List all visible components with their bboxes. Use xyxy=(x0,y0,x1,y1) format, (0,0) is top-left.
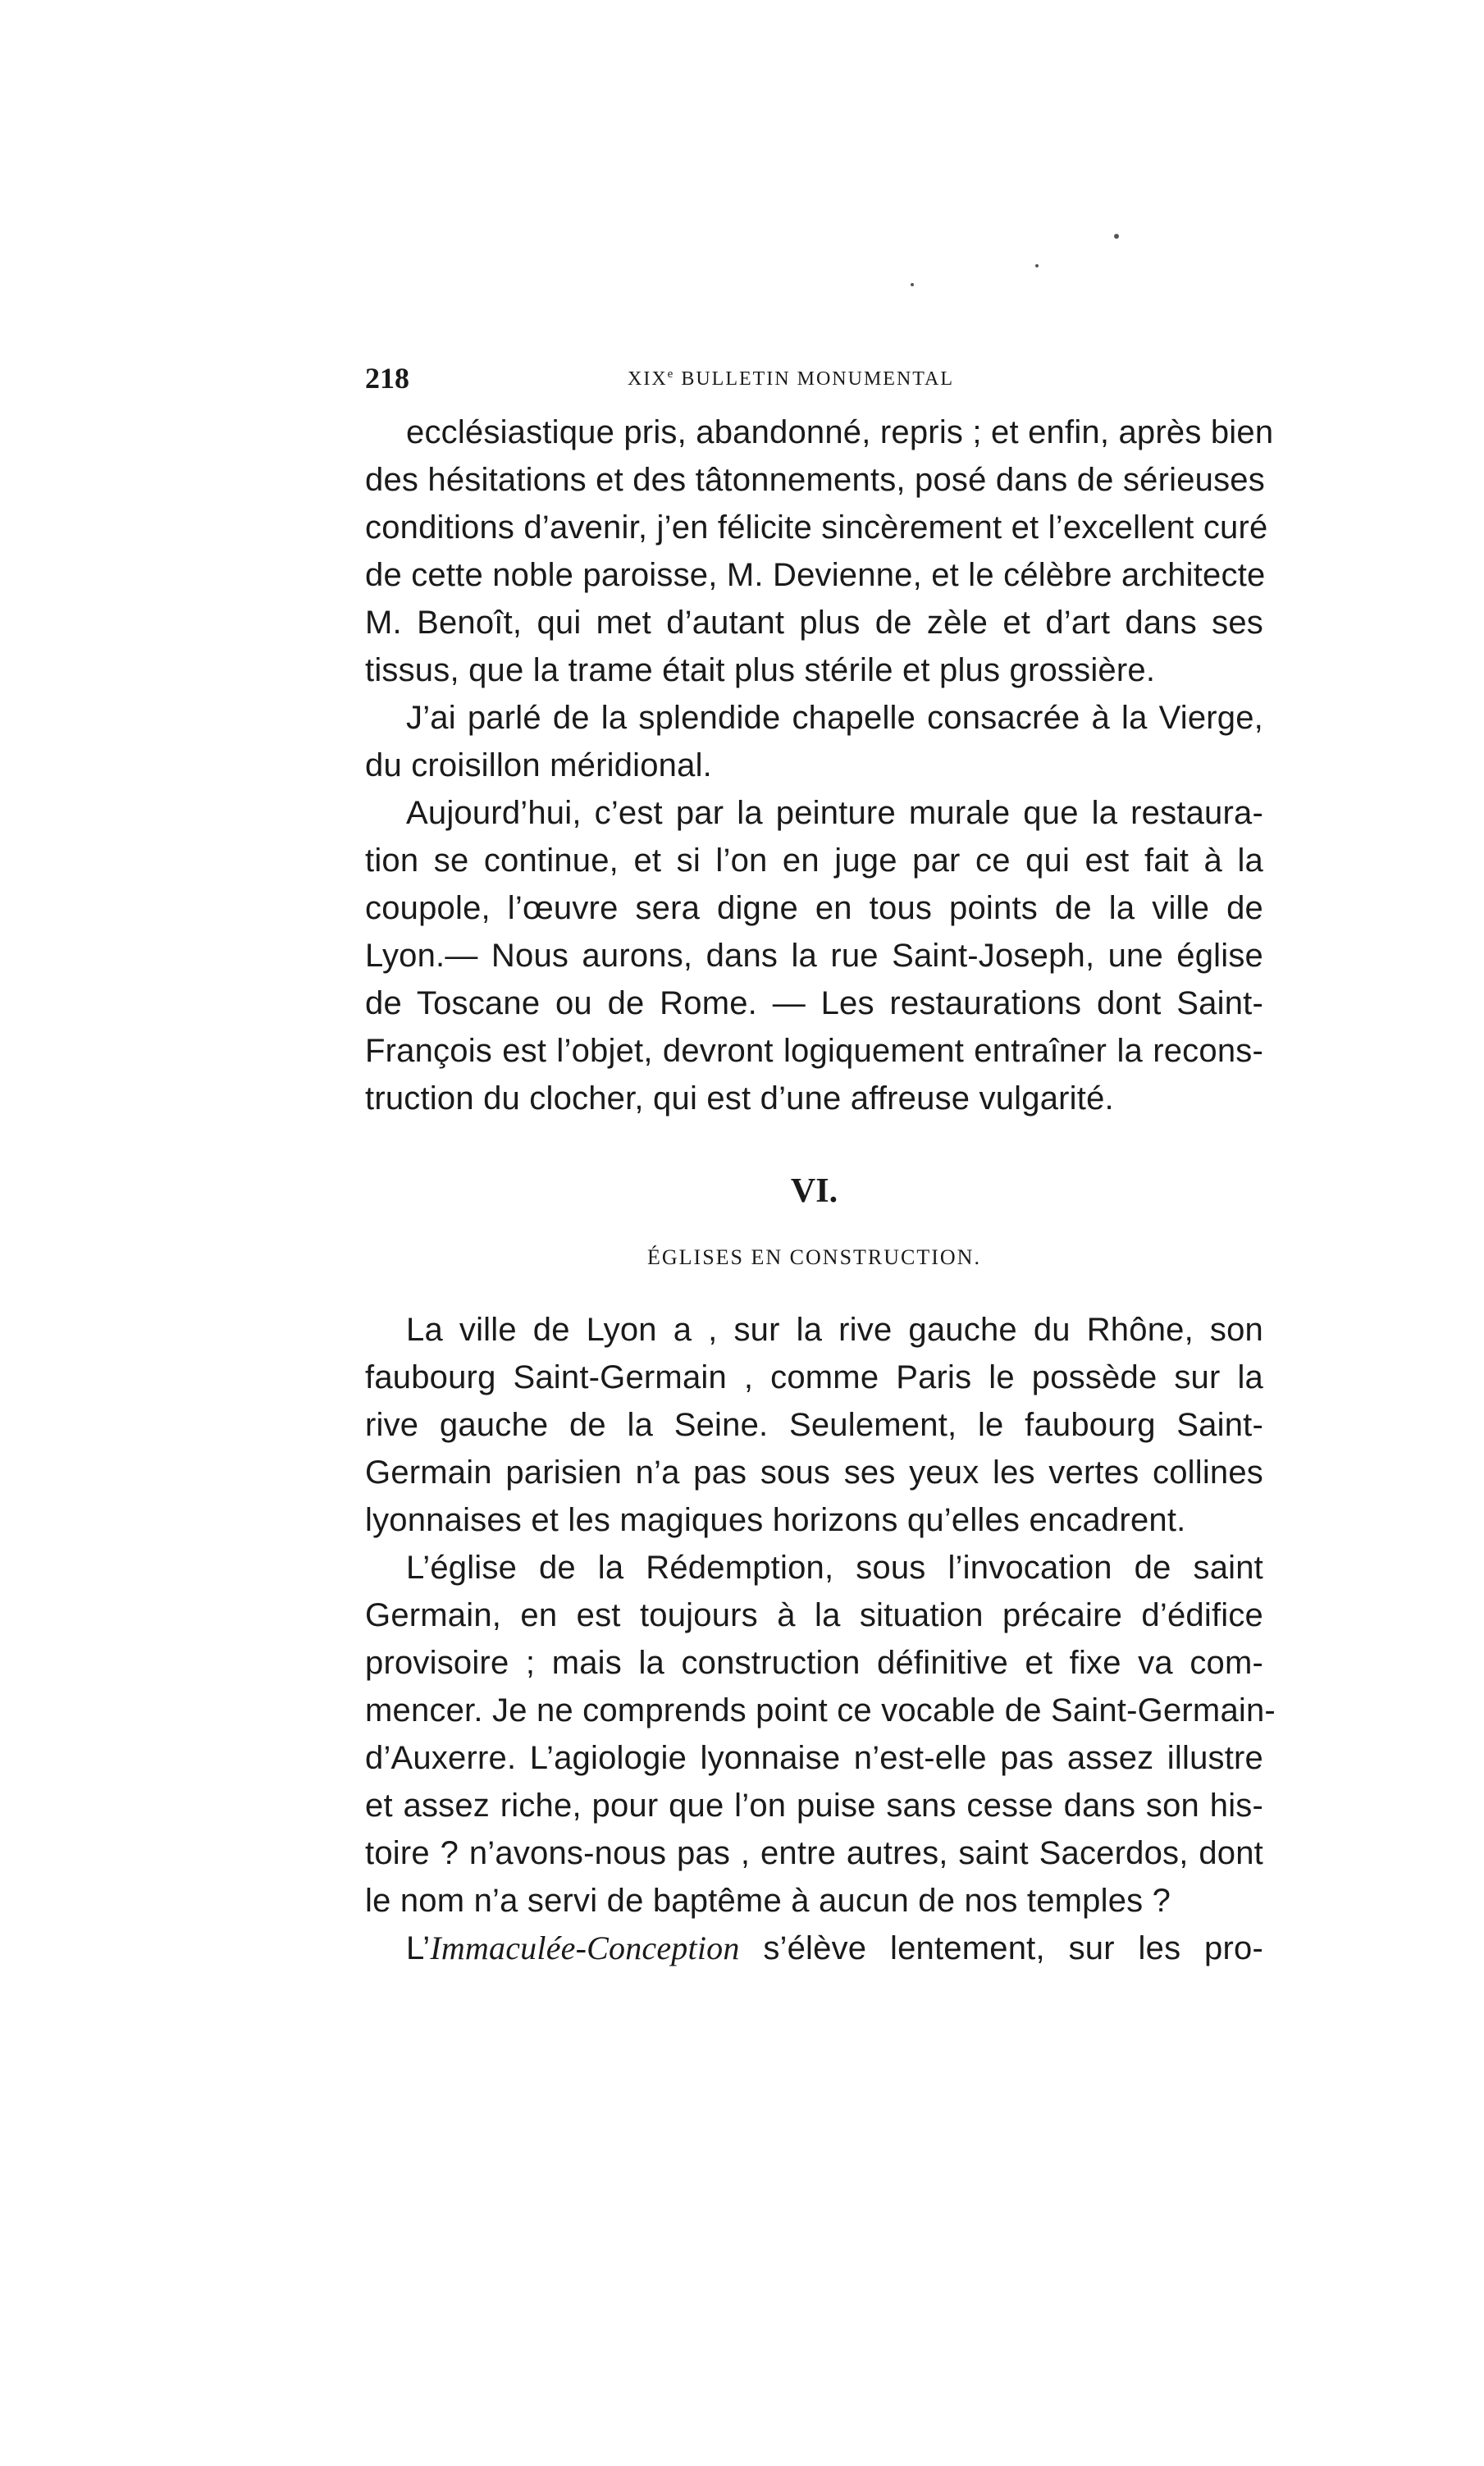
text-line: rive gauche de la Seine. Seulement, le faubourg Saint- xyxy=(365,1407,1263,1443)
text-line: le nom n’a servi de baptême à aucun de nos temples ? xyxy=(365,1883,1171,1919)
page-header xyxy=(365,361,1263,394)
text-line: conditions d’avenir, j’en félicite sincèrement et l’excellent curé xyxy=(365,509,1268,546)
text-line: M. Benoît, qui met d’autant plus de zèle et d’art dans ses xyxy=(365,605,1263,641)
speck xyxy=(911,283,914,286)
text-line: Aujourd’hui, c’est par la peinture murale que la restaura- xyxy=(406,795,1263,831)
running-head-title: BULLETIN MONUMENTAL xyxy=(674,368,955,390)
text-line: du croisillon méridional. xyxy=(365,747,712,783)
text-line: J’ai parlé de la splendide chapelle consacrée à la Vierge, xyxy=(406,700,1263,736)
text-line: faubourg Saint-Germain , comme Paris le possède sur la xyxy=(365,1359,1263,1395)
running-head xyxy=(628,368,954,390)
text-line: d’Auxerre. L’agiologie lyonnaise n’est-elle pas assez illustre xyxy=(365,1740,1263,1776)
text-line: ecclésiastique pris, abandonné, repris ; et enfin, après bien xyxy=(406,414,1274,450)
text-line: toire ? n’avons-nous pas , entre autres, saint Sacerdos, dont xyxy=(365,1835,1263,1871)
text-line: coupole, l’œuvre sera digne en tous points de la ville de xyxy=(365,890,1263,926)
text-line: tion se continue, et si l’on en juge par ce qui est fait à la xyxy=(365,843,1263,879)
text-line: Germain parisien n’a pas sous ses yeux les vertes collines xyxy=(365,1454,1263,1491)
last-line-italic: Immaculée-Conception xyxy=(430,1929,740,1966)
text-line: de Toscane ou de Rome. — Les restaurations dont Saint- xyxy=(365,985,1263,1021)
text-line: La ville de Lyon a , sur la rive gauche du Rhône, son xyxy=(406,1312,1263,1348)
text-line-last xyxy=(406,1925,1263,1972)
text-line: truction du clocher, qui est d’une affreuse vulgarité. xyxy=(365,1080,1114,1117)
text-line: L’église de la Rédemption, sous l’invocation de saint xyxy=(406,1550,1263,1586)
text-line: tissus, que la trame était plus stérile et plus grossière. xyxy=(365,652,1156,688)
page-number: 218 xyxy=(365,362,409,395)
text-line: mencer. Je ne comprends point ce vocable de Saint-Germain- xyxy=(365,1692,1276,1728)
running-head-roman: XIX xyxy=(628,368,668,390)
text-line: Lyon.— Nous aurons, dans la rue Saint-Joseph, une église xyxy=(365,938,1263,974)
text-line: de cette noble paroisse, M. Devienne, et le célèbre architecte xyxy=(365,557,1266,593)
speck xyxy=(1035,264,1039,267)
section-number: VI. xyxy=(790,1172,838,1210)
text-line: des hésitations et des tâtonnements, posé dans de sérieuses xyxy=(365,462,1265,498)
running-head-superscript: e xyxy=(667,368,675,381)
last-line-prefix: L’ xyxy=(406,1930,431,1966)
section-title: ÉGLISES EN CONSTRUCTION. xyxy=(647,1245,981,1269)
text-line: Germain, en est toujours à la situation précaire d’édifice xyxy=(365,1597,1263,1633)
text-line: provisoire ; mais la construction définitive et fixe va com- xyxy=(365,1645,1263,1681)
text-line: François est l’objet, devront logiquement entraîner la recons- xyxy=(365,1033,1263,1069)
text-line: lyonnaises et les magiques horizons qu’elles encadrent. xyxy=(365,1502,1186,1538)
last-line-suffix: s’élève lentement, sur les pro- xyxy=(739,1930,1263,1966)
speck xyxy=(1114,234,1119,239)
text-line: et assez riche, pour que l’on puise sans cesse dans son his- xyxy=(365,1788,1263,1824)
